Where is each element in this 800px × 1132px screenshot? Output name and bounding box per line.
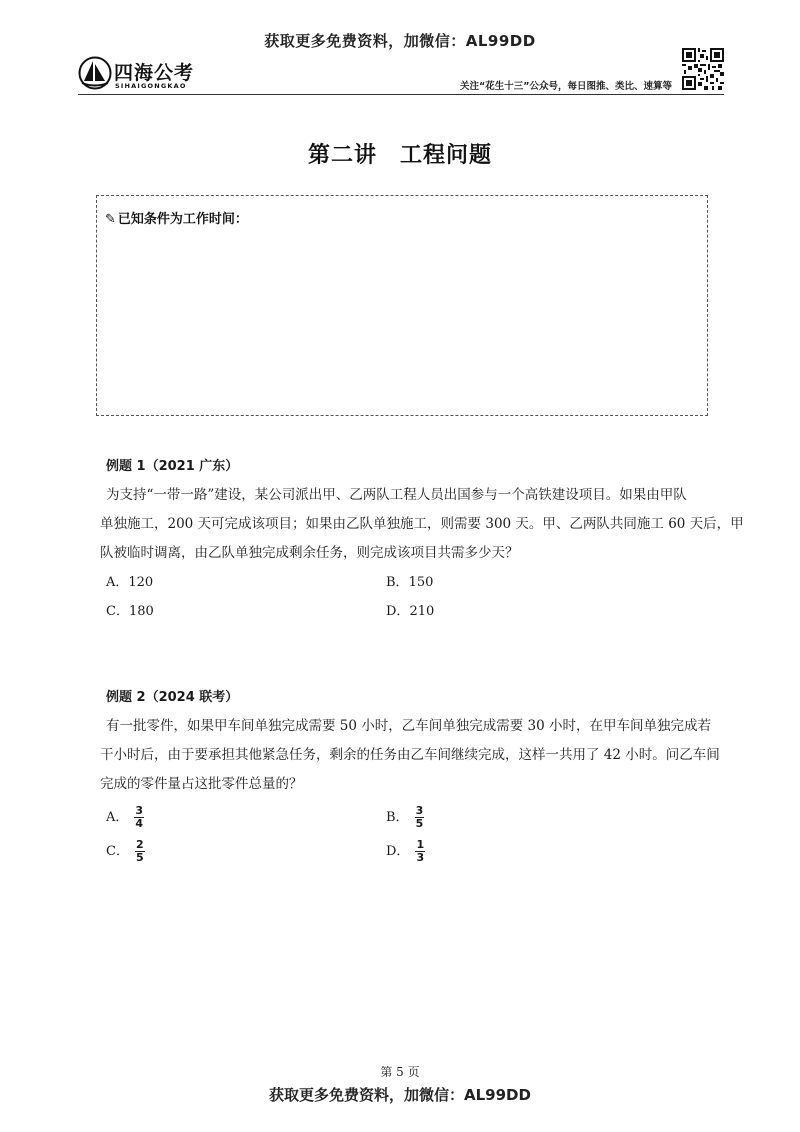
fraction xyxy=(415,839,425,864)
answer-options xyxy=(106,799,726,869)
option-letter: C． xyxy=(106,604,129,619)
pencil-icon: ✎ xyxy=(105,212,116,227)
option-c[interactable] xyxy=(106,837,145,866)
denominator: 5 xyxy=(135,851,144,864)
fraction xyxy=(415,805,425,830)
option-value: 210 xyxy=(409,604,435,619)
header-divider xyxy=(78,94,724,95)
denominator: 3 xyxy=(416,851,425,864)
question-text xyxy=(100,712,726,799)
option-c[interactable] xyxy=(106,597,154,626)
note-label xyxy=(105,208,248,227)
lecture-title: 第二讲 工程问题 xyxy=(307,143,492,168)
example-title: 例题 1（2021 广东） xyxy=(106,459,239,474)
option-letter: D． xyxy=(386,604,410,619)
top-banner: 获取更多免费资料，加微信：AL99DD xyxy=(264,32,536,50)
option-letter: C． xyxy=(106,844,129,859)
qr-code-icon xyxy=(682,48,724,90)
option-d[interactable] xyxy=(386,597,434,626)
question-line: 为支持“一带一路”建设，某公司派出甲、乙两队工程人员出国参与一个高铁建设项目。如果由甲队 xyxy=(106,487,687,503)
sailboat-logo-icon xyxy=(78,56,112,90)
page-header xyxy=(78,48,724,94)
option-letter: A． xyxy=(106,810,129,825)
fraction xyxy=(134,805,144,830)
example-title: 例题 2（2024 联考） xyxy=(106,690,239,705)
option-letter: D． xyxy=(386,844,410,859)
question-line: 单独施工，200 天可完成该项目；如果由乙队单独施工，则需要 300 天。甲、乙两队共同施工 60 天后，甲 xyxy=(100,516,744,532)
denominator: 5 xyxy=(415,817,424,830)
question-line: 队被临时调离，由乙队单独完成剩余任务，则完成该项目共需多少天？ xyxy=(100,545,519,561)
option-b[interactable] xyxy=(386,803,424,832)
logo-subtext: SIHAIGONGKAO xyxy=(115,82,187,90)
question-line: 干小时后，由于要承担其他紧急任务，剩余的任务由乙车间继续完成，这样一共用了 42 小时。问乙车间 xyxy=(100,747,720,763)
option-a[interactable] xyxy=(106,803,144,832)
option-value: 180 xyxy=(128,604,154,619)
option-value: 120 xyxy=(128,575,154,590)
logo-text: 四海公考 xyxy=(114,62,195,84)
option-letter: B． xyxy=(386,810,409,825)
question-line: 完成的零件量占这批零件总量的？ xyxy=(100,776,303,792)
option-letter: A． xyxy=(106,575,129,590)
fraction xyxy=(135,839,145,864)
answer-options xyxy=(106,568,726,626)
numerator: 2 xyxy=(135,838,144,851)
option-a[interactable] xyxy=(106,568,153,597)
note-box xyxy=(96,195,708,416)
option-d[interactable] xyxy=(386,837,425,866)
page-number: 第 5 页 xyxy=(380,1065,420,1079)
question-text xyxy=(100,481,744,568)
option-value: 150 xyxy=(408,575,434,590)
option-letter: B． xyxy=(386,575,409,590)
bottom-banner: 获取更多免费资料，加微信：AL99DD xyxy=(269,1086,531,1104)
header-note: 关注“花生十三”公众号，每日图推、类比、速算等 xyxy=(460,81,672,92)
example-2 xyxy=(100,684,726,869)
numerator: 1 xyxy=(416,838,425,851)
logo xyxy=(78,56,228,92)
numerator: 3 xyxy=(135,804,144,817)
numerator: 3 xyxy=(415,804,424,817)
question-line: 有一批零件，如果甲车间单独完成需要 50 小时，乙车间单独完成需要 30 小时，在甲车间单独完成若 xyxy=(106,718,712,734)
example-1 xyxy=(100,453,744,626)
denominator: 4 xyxy=(135,817,144,830)
note-label-text: 已知条件为工作时间： xyxy=(117,212,248,227)
option-b[interactable] xyxy=(386,568,433,597)
